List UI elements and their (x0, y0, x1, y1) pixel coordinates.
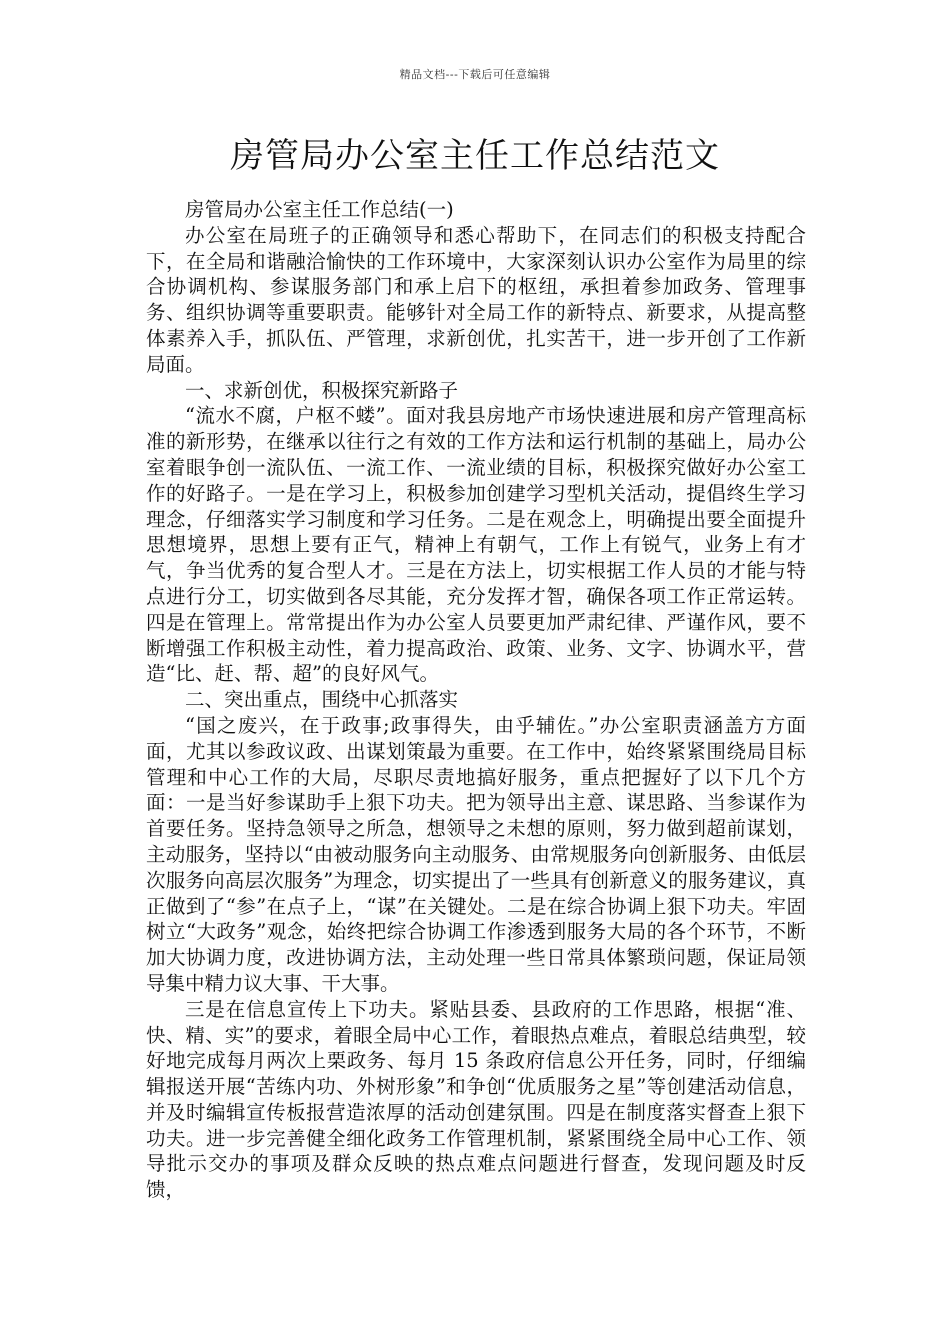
paragraph: “流水不腐，户枢不蝼”。面对我县房地产市场快速进展和房产管理高标准的新形势，在继承以往行之有效的工作方法和运行机制的基础上，局办公室着眼争创一流队伍、一流工作、一流业绩的目标，积极探究做好办公室工作的好路子。一是在学习上，积极参加创建学习型机关活动，提倡终生学习理念，仔细落实学习制度和学习任务。二是在观念上，明确提出要全面提升思想境界，思想上要有正气，精神上有朝气，工作上有锐气，业务上有才气，争当优秀的复合型人才。三是在方法上，切实根据工作人员的才能与特点进行分工，切实做到各尽其能，充分发挥才智，确保各项工作正常运转。四是在管理上。常常提出作为办公室人员要更加严肃纪律、严谨作风，要不断增强工作积极主动性，着力提高政治、政策、业务、文字、协调水平，营造“比、赶、帮、超”的良好风气。 (146, 404, 806, 686)
paragraph: 办公室在局班子的正确领导和悉心帮助下，在同志们的积极支持配合下，在全局和谐融洽愉快的工作环境中，大家深刻认识办公室作为局里的综合协调机构、参谋服务部门和承上启下的枢纽，承担着参加政务、管理事务、组织协调等重要职责。能够针对全局工作的新特点、新要求，从提高整体素养入手，抓队伍、严管理，求新创优，扎实苦干，进一步开创了工作新局面。 (146, 223, 806, 376)
section-heading: 二、突出重点，围绕中心抓落实 (185, 688, 459, 712)
paragraph: 三是在信息宣传上下功夫。紧贴县委、县政府的工作思路，根据“准、快、精、实”的要求，着眼全局中心工作，着眼热点难点，着眼总结典型，较好地完成每月两次上栗政务、每月 15 条政府信息公开任务，同时，仔细编辑报送开展“苦练内功、外树形象”和争创“优质服务之星”等创建活动信息，并及时编辑宣传板报营造浓厚的活动创建氛围。四是在制度落实督查上狠下功夫。进一步完善健全细化政务工作管理机制，紧紧围绕全局中心工作、领导批示交办的事项及群众反映的热点难点问题进行督查，发现问题及时反馈， (146, 997, 806, 1202)
document-title: 房管局办公室主任工作总结范文 (230, 136, 720, 176)
header-note: 精品文档---下载后可任意编辑 (399, 68, 551, 81)
section-heading: 房管局办公室主任工作总结(一) (185, 198, 454, 221)
document-body (146, 197, 806, 1203)
paragraph: “国之废兴，在于政事;政事得失，由乎辅佐。”办公室职责涵盖方方面面，尤其以参政议政、出谋划策最为重要。在工作中，始终紧紧围绕局目标管理和中心工作的大局，尽职尽责地搞好服务，重点把握好了以下几个方面：一是当好参谋助手上狠下功夫。把为领导出主意、谋思路、当参谋作为首要任务。坚持急领导之所急，想领导之未想的原则，努力做到超前谋划，主动服务，坚持以“由被动服务向主动服务、由常规服务向创新服务、由低层次服务向高层次服务”为理念，切实提出了一些具有创新意义的服务建议，真正做到了“参”在点子上，“谋”在关键处。二是在综合协调上狠下功夫。牢固树立“大政务”观念，始终把综合协调工作渗透到服务大局的各个环节，不断加大协调力度，改进协调方法，主动处理一些日常具体繁琐问题，保证局领导集中精力议大事、干大事。 (146, 713, 806, 995)
section-heading: 一、求新创优，积极探究新路子 (185, 378, 459, 402)
